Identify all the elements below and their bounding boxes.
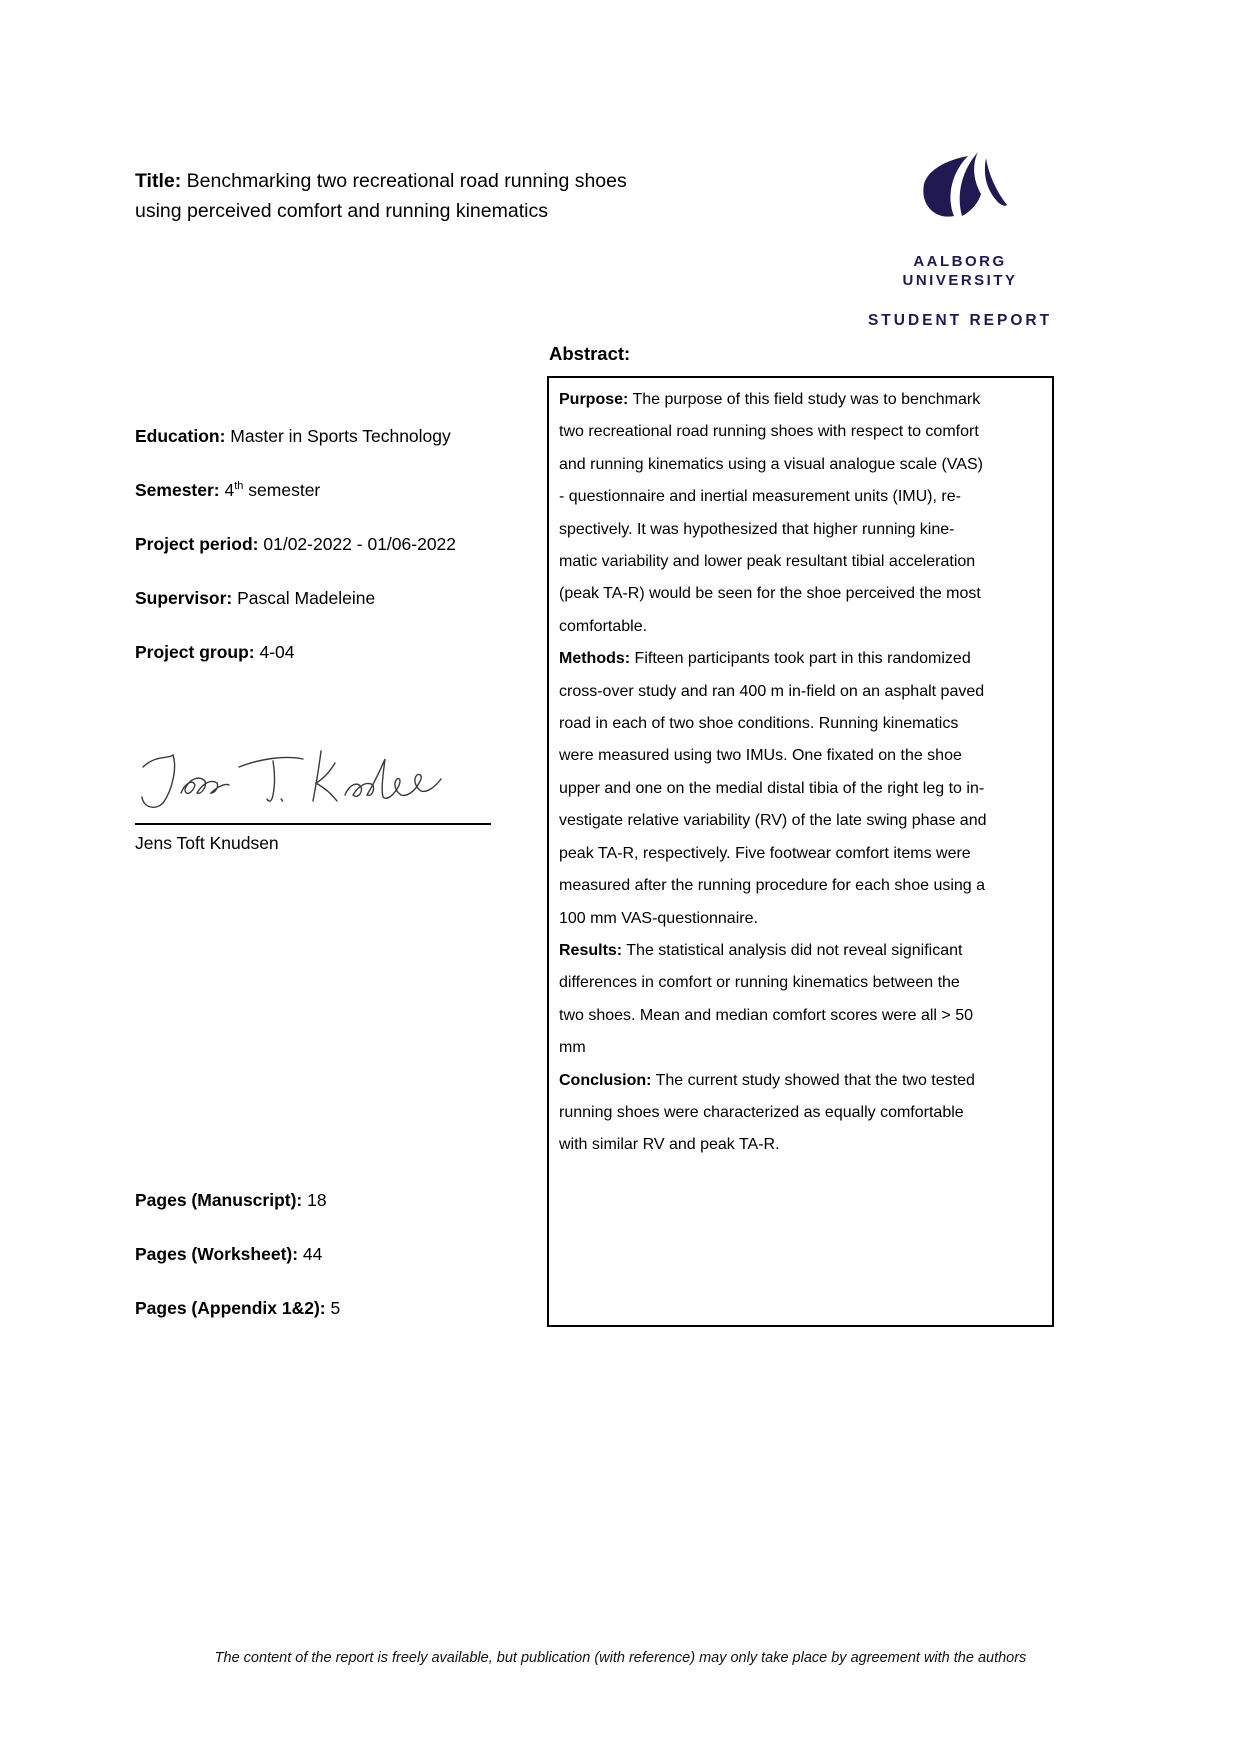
info-row-label: Project group: [135, 642, 255, 662]
pages-row-label: Pages (Appendix 1&2): [135, 1298, 326, 1318]
signature-image [135, 733, 491, 825]
abstract-line: running shoes were characterized as equally comfortable [559, 1103, 964, 1121]
info-row: Project period: 01/02-2022 - 01/06-2022 [135, 534, 457, 554]
info-row: Supervisor: Pascal Madeleine [135, 588, 376, 608]
abstract-line: matic variability and lower peak resultant tibial acceleration [559, 553, 976, 571]
footer-disclaimer: The content of the report is freely available, but publication (with reference) may only take place by agreement with the authors [214, 1650, 1027, 1666]
abstract-box [547, 376, 1054, 1327]
abstract-line: vestigate relative variability (RV) of the late swing phase and [559, 812, 987, 830]
info-row: Education: Master in Sports Technology [135, 426, 451, 446]
abstract-line: with similar RV and peak TA-R. [559, 1136, 780, 1154]
abstract-line: differences in comfort or running kinematics between the [559, 974, 960, 992]
abstract-line: (peak TA-R) would be seen for the shoe perceived the most [559, 585, 981, 603]
abstract-line: were measured using two IMUs. One fixated on the shoe [559, 747, 962, 765]
abstract-line: 100 mm VAS-questionnaire. [559, 909, 758, 927]
author-name: Jens Toft Knudsen [135, 833, 279, 853]
abstract-line: comfortable. [559, 617, 648, 635]
logo-text-university: UNIVERSITY [902, 272, 1018, 289]
abstract-line: cross-over study and ran 400 m in-field on an asphalt paved [559, 682, 985, 700]
pages-list [135, 1188, 340, 1350]
abstract-section-label: Purpose: [559, 391, 629, 408]
info-list [135, 424, 456, 694]
student-report-label: STUDENT REPORT [867, 312, 1053, 329]
abstract-section-label: Methods: [559, 650, 631, 668]
aalborg-university-logo-icon [910, 150, 1010, 242]
university-logo-block [855, 150, 1065, 330]
report-title [135, 166, 755, 226]
signature-block [135, 733, 493, 854]
abstract-line: upper and one on the medial distal tibia of the right leg to in- [559, 779, 985, 797]
title-line-2: using perceived comfort and running kinematics [135, 200, 548, 222]
info-row: Semester: 4th semester [135, 480, 321, 500]
title-label: Title: [135, 170, 182, 192]
info-row-label: Education: [135, 426, 226, 446]
abstract-line: measured after the running procedure for each shoe using a [559, 877, 986, 895]
abstract-section-label: Conclusion: [559, 1071, 652, 1089]
abstract-line: Purpose: The purpose of this field study was to benchmark [559, 391, 981, 408]
pages-row: Pages (Worksheet): 44 [135, 1244, 323, 1264]
abstract-section-label: Results: [559, 941, 623, 959]
abstract-line: peak TA-R, respectively. Five footwear comfort items were [559, 844, 971, 862]
info-row: Project group: 4-04 [135, 642, 295, 662]
info-row-label: Supervisor: [135, 588, 233, 608]
abstract-line: two shoes. Mean and median comfort scores were all > 50 [559, 1006, 973, 1024]
logo-text-aalborg: AALBORG [913, 253, 1007, 270]
abstract-line: road in each of two shoe conditions. Running kinematics [559, 715, 959, 733]
pages-row-label: Pages (Manuscript): [135, 1190, 303, 1210]
pages-row: Pages (Manuscript): 18 [135, 1190, 327, 1210]
abstract-line: Results: The statistical analysis did not reveal significant [559, 941, 963, 959]
pages-row: Pages (Appendix 1&2): 5 [135, 1298, 341, 1318]
abstract-line: Conclusion: The current study showed that the two tested [559, 1071, 975, 1089]
info-row-label: Project period: [135, 534, 259, 554]
ordinal-suffix: th [234, 480, 244, 493]
abstract-line: and running kinematics using a visual analogue scale (VAS) [559, 455, 983, 473]
title-line-1: Benchmarking two recreational road running shoes [186, 170, 627, 192]
abstract-line: mm [559, 1039, 586, 1057]
abstract-line: - questionnaire and inertial measurement units (IMU), re- [559, 488, 961, 506]
pages-row-label: Pages (Worksheet): [135, 1244, 299, 1264]
info-row-label: Semester: [135, 480, 220, 500]
abstract-line: Methods: Fifteen participants took part in this randomized [559, 650, 971, 668]
abstract-line: two recreational road running shoes with respect to comfort [559, 423, 979, 441]
abstract-line: spectively. It was hypothesized that higher running kine- [559, 520, 955, 538]
abstract-heading: Abstract: [549, 343, 631, 364]
